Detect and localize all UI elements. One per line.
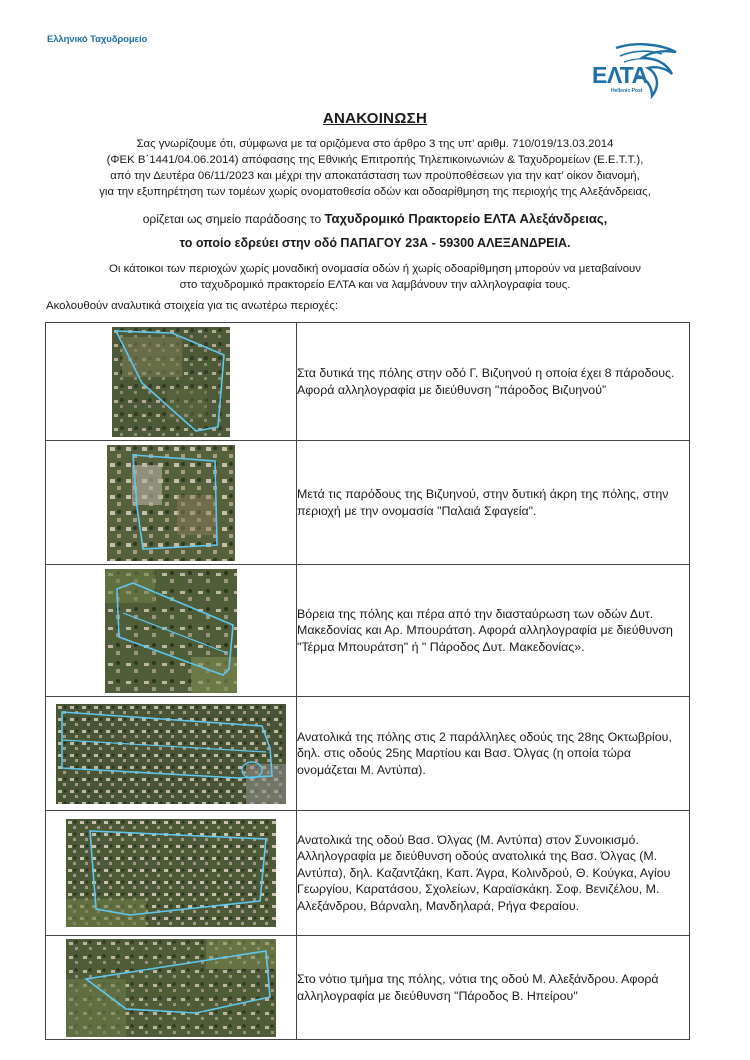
satellite-map-image [56, 704, 286, 804]
area-description: Στα δυτικά της πόλης στην οδό Γ. Βιζυηνού η οποία έχει 8 πάροδους. Αφορά αλληλογραφία με διεύθυνση "πάροδος Βιζυηνού” [297, 323, 690, 441]
delivery-office: Ταχυδρομικό Πρακτορείο ΕΛΤΑ Αλεξάνδρειας, [324, 211, 608, 226]
delivery-address: το οποίο εδρεύει στην οδό ΠΑΠΑΓΟΥ 23Α - 59300 ΑΛΕΞΑΝΔΡΕΙΑ. [179, 236, 571, 250]
residents-paragraph [50, 261, 700, 293]
area-description: Ανατολικά της πόλης στις 2 παράλληλες οδούς της 28ης Οκτωβρίου, δηλ. στις οδούς 25ης Μαρτίου και Βασ. Όλγας (η οποία τώρα ονομάζεται Μ. Αντύπα). [297, 697, 690, 811]
area-description: Βόρεια της πόλης και πέρα από την διασταύρωση των οδών Δυτ. Μακεδονίας και Αρ. Μπουράτση. Αφορά αλληλογραφία με διεύθυνση "Τέρμα Μπουράτση" ή " Πάροδος Δυτ. Μακεδονίας». [297, 565, 690, 697]
intro-line: για την εξυπηρέτηση των τομέων χωρίς ονοματοθεσία οδών και οδοαρίθμηση της περιοχής της Αλεξάνδρειας, [99, 186, 651, 198]
table-row [46, 811, 690, 936]
residents-line: στο ταχυδρομικό πρακτορείο ΕΛΤΑ και να λαμβάνουν την αλληλογραφία τους. [179, 279, 571, 291]
area-description: Στο νότιο τμήμα της πόλης, νότια της οδού Μ. Αλεξάνδρου. Αφορά αλληλογραφία με διεύθυνση "Πάροδος Β. Ηπείρου" [297, 936, 690, 1040]
delivery-prefix: ορίζεται ως σημείο παράδοσης το [142, 212, 325, 226]
map-cell [46, 565, 297, 697]
map-cell [46, 441, 297, 565]
table-row [46, 697, 690, 811]
satellite-map-image [66, 819, 276, 927]
satellite-map-image [66, 939, 276, 1037]
intro-line: (ΦΕΚ Β΄1441/04.06.2014) απόφασης της Εθνικής Επιτροπής Τηλεπικοινωνιών & Ταχυδρομείων (Ε.Ε.Τ.Τ.), [106, 154, 644, 166]
area-description: Μετά τις παρόδους της Βιζυηνού, στην δυτική άκρη της πόλης, στην περιοχή με την ονομασία "Παλαιά Σφαγεία". [297, 441, 690, 565]
map-cell [46, 936, 297, 1040]
map-cell [46, 811, 297, 936]
table-row [46, 565, 690, 697]
map-cell [46, 697, 297, 811]
brand-text: Ελληνικό Ταχυδρομείο [47, 34, 148, 45]
intro-paragraph [50, 136, 700, 200]
map-cell [46, 323, 297, 441]
logo-name: ΕΛΤΑ [592, 62, 648, 88]
table-row [46, 323, 690, 441]
table-row [46, 441, 690, 565]
table-row [46, 936, 690, 1040]
intro-line: από την Δευτέρα 06/11/2023 και μέχρι την αποκατάσταση των προϋποθέσεων για την κατ’ οίκον διανομή, [110, 170, 640, 182]
logo-subtitle: Hellenic Post [611, 88, 643, 94]
area-description: Ανατολικά της οδού Βασ. Όλγας (Μ. Αντύπα) στον Συνοικισμό. Αλληλογραφία με διεύθυνση οδούς ανατολικά της Βασ. Όλγας (Μ. Αντύπα), δηλ. Καζαντζάκη, Καπ. Άγρα, Κολινδρού, Θ. Κούγκα, Αγίου Γεωργίου, Καρατάσου, Σχολείων, Καραϊσκάκη. Σοφ. Βενιζέλου, Μ. Αλεξάνδρου, Βάρναλη, Μανδηλαρά, Ρήγα Φεραίου. [297, 811, 690, 936]
satellite-map-image [107, 445, 235, 561]
residents-line: Οι κάτοικοι των περιοχών χωρίς μοναδική ονομασία οδών ή χωρίς οδοαρίθμηση μπορούν να μεταβαίνουν [109, 263, 641, 275]
areas-table [45, 322, 690, 1040]
satellite-map-image [105, 569, 237, 693]
satellite-map-image [112, 327, 230, 437]
delivery-point-line [0, 211, 750, 226]
follow-text: Ακολουθούν αναλυτικά στοιχεία για τις ανωτέρω περιοχές: [46, 300, 339, 312]
page-title: ΑΝΑΚΟΙΝΩΣΗ [322, 110, 428, 127]
intro-line: Σας γνωρίζουμε ότι, σύμφωνα με τα οριζόμενα στο άρθρο 3 της υπ’ αριθμ. 710/019/13.03.2014 [136, 138, 614, 150]
